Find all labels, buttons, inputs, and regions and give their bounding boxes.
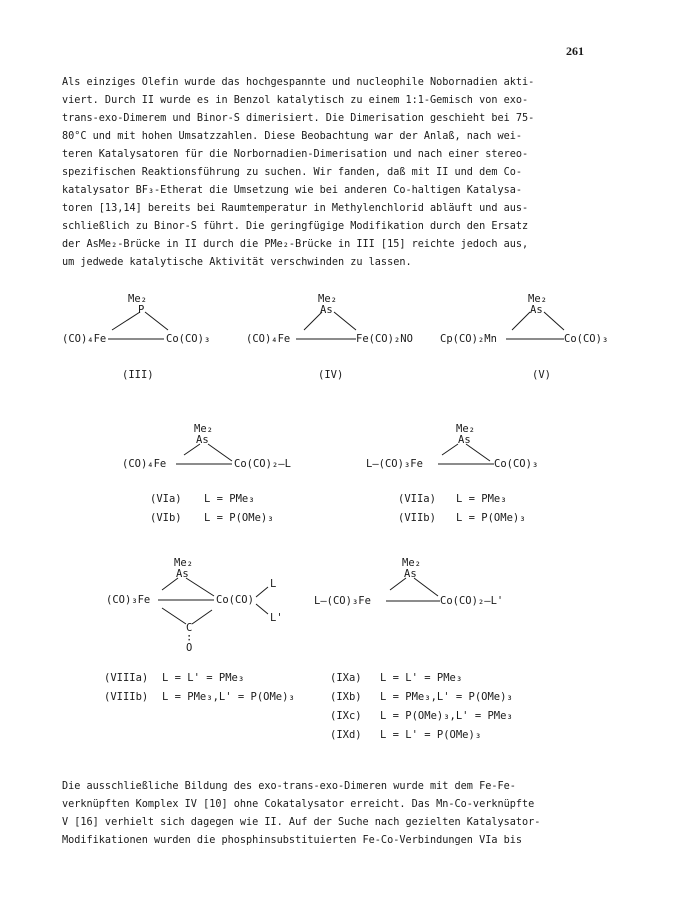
VI-bridge-me2: Me₂: [194, 423, 213, 435]
VII-bridge-atom: As: [458, 434, 471, 446]
VIa-id: (VIa): [150, 493, 182, 505]
IXd-def: L = L' = P(OMe)₃: [380, 729, 482, 741]
VII-right-fragment: Co(CO)₃: [494, 458, 539, 470]
IV-left-fragment: (CO)₄Fe: [246, 333, 291, 345]
V-left-fragment: Cp(CO)₂Mn: [440, 333, 497, 345]
VIII-right-fragment: Co(CO): [216, 594, 254, 606]
IV-label: (IV): [318, 369, 344, 381]
V-bridge-atom: As: [530, 304, 543, 316]
III-right-fragment: Co(CO)₃: [166, 333, 211, 345]
VIII-carbonyl-carbon: C: [186, 622, 193, 634]
V-label: (V): [532, 369, 551, 381]
III-left-fragment: (CO)₄Fe: [62, 333, 107, 345]
bond-VI-right: [208, 444, 232, 461]
bond-VIII-L: [256, 587, 268, 597]
intro-line: Als einziges Olefin wurde das hochgespannte und nucleophile Nobornadien akti-: [62, 77, 535, 88]
VIII-carbonyl-oxygen: O: [186, 642, 193, 654]
IXa-def: L = L' = PMe₃: [380, 672, 463, 684]
bond-IX-right: [414, 578, 438, 596]
intro-line: schließlich zu Binor-S führt. Die geringfügige Modifikation durch den Ersatz: [62, 221, 529, 232]
IXa-id: (IXa): [330, 672, 362, 684]
bond-IV-right: [334, 312, 356, 330]
IXb-def: L = PMe₃,L' = P(OMe)₃: [380, 691, 513, 703]
VI-right-fragment: Co(CO)₂—L: [234, 458, 291, 470]
bond-V-right: [544, 312, 564, 330]
VII-left-fragment: L—(CO)₃Fe: [366, 458, 423, 470]
VIII-bridge-atom: As: [176, 568, 189, 580]
VIII-ligand-L2: L': [270, 612, 283, 624]
continuation-line: V [16] verhielt sich dagegen wie II. Auf der Suche nach gezielten Katalysator-: [62, 817, 541, 828]
bond-VIII-L2: [256, 604, 268, 614]
VIIIb-id: (VIIIb): [104, 691, 149, 703]
VIIb-id: (VIIb): [398, 512, 436, 524]
III-bridge-me2: Me₂: [128, 293, 147, 305]
VIII-left-fragment: (CO)₃Fe: [106, 594, 151, 606]
VIa-def: L = PMe₃: [204, 493, 255, 505]
IXd-id: (IXd): [330, 729, 362, 741]
VIII-bridge-me2: Me₂: [174, 557, 193, 569]
III-bridge-atom: P: [138, 304, 145, 316]
page-number: 261: [566, 44, 584, 58]
bond-VIII-right: [186, 578, 214, 596]
bond-III-left: [112, 312, 140, 330]
VII-bridge-me2: Me₂: [456, 423, 475, 435]
IV-bridge-atom: As: [320, 304, 333, 316]
VIIa-def: L = PMe₃: [456, 493, 507, 505]
bond-VIII-carbonyl-right: [192, 610, 212, 624]
paragraph-continuation: [62, 778, 622, 850]
VIIb-def: L = P(OMe)₃: [456, 512, 526, 524]
intro-line: der AsMe₂-Brücke in II durch die PMe₂-Brücke in III [15] reichte jedoch aus,: [62, 239, 529, 250]
intro-line: um jedwede katalytische Aktivität verschwinden zu lassen.: [62, 257, 412, 268]
intro-line: viert. Durch II wurde es in Benzol katalytisch zu einem 1:1-Gemisch von exo-: [62, 95, 529, 106]
intro-line: toren [13,14] bereits bei Raumtemperatur in Methylenchlorid abläuft und aus-: [62, 203, 529, 214]
bond-VIII-carbonyl-left: [162, 608, 186, 624]
VIb-def: L = P(OMe)₃: [204, 512, 274, 524]
VI-bridge-atom: As: [196, 434, 209, 446]
bond-III-right: [145, 312, 168, 330]
IX-right-fragment: Co(CO)₂—L': [440, 595, 504, 607]
VIIa-id: (VIIa): [398, 493, 436, 505]
intro-line: trans-exo-Dimerem und Binor-S dimerisiert. Die Dimerisation geschieht bei 75-: [62, 113, 535, 124]
IX-bridge-atom: As: [404, 568, 417, 580]
intro-line: katalysator BF₃-Etherat die Umsetzung wie bei anderen Co-haltigen Katalysa-: [62, 185, 523, 196]
bond-V-left: [512, 312, 530, 330]
VI-left-fragment: (CO)₄Fe: [122, 458, 167, 470]
III-label: (III): [122, 369, 154, 381]
VIII-ligand-L: L: [270, 578, 277, 590]
IXc-id: (IXc): [330, 710, 362, 722]
IV-bridge-me2: Me₂: [318, 293, 337, 305]
VIIIb-def: L = PMe₃,L' = P(OMe)₃: [162, 691, 295, 703]
VIIIa-def: L = L' = PMe₃: [162, 672, 245, 684]
intro-line: teren Katalysatoren für die Norbornadien-Dimerisation und nach einer stereo-: [62, 149, 529, 160]
VIb-id: (VIb): [150, 512, 182, 524]
VIII-carbonyl-bond: ∶: [186, 632, 193, 644]
continuation-line: verknüpften Komplex IV [10] ohne Cokatalysator erreicht. Das Mn-Co-verknüpfte: [62, 799, 535, 810]
intro-line: spezifischen Reaktionsführung zu suchen. Wir fanden, daß mit II und dem Co-: [62, 167, 523, 178]
bond-VII-right: [466, 444, 490, 461]
bond-VII-left: [442, 444, 458, 455]
IXc-def: L = P(OMe)₃,L' = PMe₃: [380, 710, 513, 722]
IXb-id: (IXb): [330, 691, 362, 703]
VIIIa-id: (VIIIa): [104, 672, 149, 684]
IV-right-fragment: Fe(CO)₂NO: [356, 333, 413, 345]
intro-line: 80°C und mit hohen Umsatzzahlen. Diese Beobachtung war der Anlaß, nach wei-: [62, 131, 523, 142]
IX-left-fragment: L—(CO)₃Fe: [314, 595, 371, 607]
IX-bridge-me2: Me₂: [402, 557, 421, 569]
V-bridge-me2: Me₂: [528, 293, 547, 305]
continuation-line: Modifikationen wurden die phosphinsubstituierten Fe-Co-Verbindungen VIa bis: [62, 835, 523, 846]
V-right-fragment: Co(CO)₃: [564, 333, 609, 345]
continuation-line: Die ausschließliche Bildung des exo-trans-exo-Dimeren wurde mit dem Fe-Fe-: [62, 781, 516, 792]
